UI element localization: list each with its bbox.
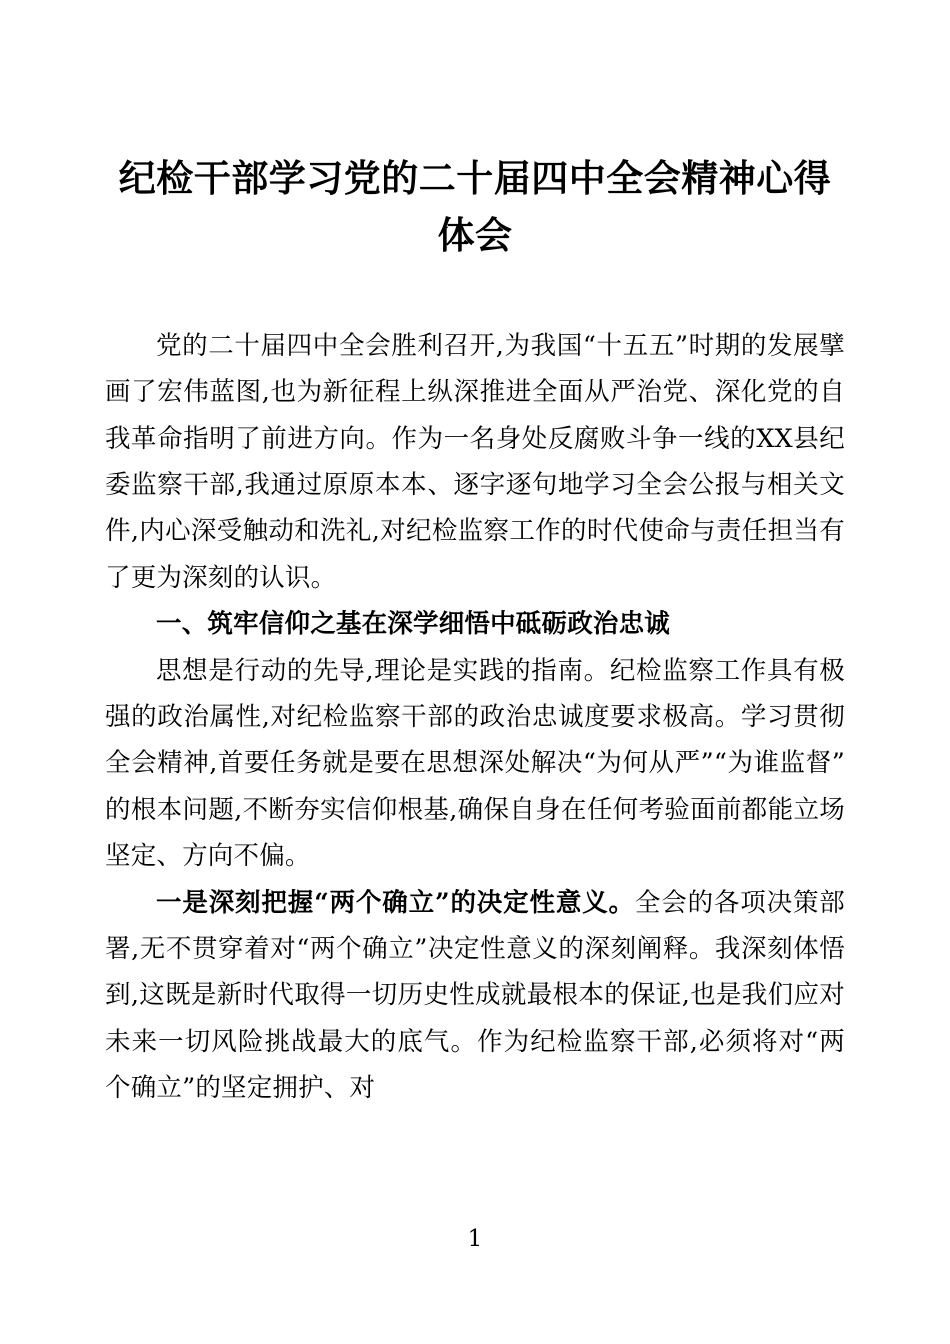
paragraph-point-one-lead: 一是深刻把握“两个确立”的决定性意义。 — [156, 887, 635, 918]
paragraph-point-one-text: 全会的各项决策部署,无不贯穿着对“两个确立”决定性意义的深刻阐释。我深刻体悟到,这既是新时代取得一切历史性成就最根本的保证,也是我们应对未来一切风险挑战最大的底气。作为纪检监察干部,必须将对“两个确立”的坚定拥护、对 — [105, 887, 846, 1104]
section-heading-1: 一、筑牢信仰之基在深学细悟中砥砺政治忠诚 — [156, 609, 671, 640]
paragraph-point-one — [105, 880, 845, 1112]
paragraph-opening: 党的二十届四中全会胜利召开,为我国“十五五”时期的发展擘画了宏伟蓝图,也为新征程上纵深推进全面从严治党、深化党的自我革命指明了前进方向。作为一名身处反腐败斗争一线的XX县纪委监察干部,我通过原原本本、逐字逐句地学习全会公报与相关文件,内心深受触动和洗礼,对纪检监察工作的时代使命与责任担当有了更为深刻的认识。 — [105, 330, 845, 593]
paragraph-section-1-intro: 思想是行动的先导,理论是实践的指南。纪检监察工作具有极强的政治属性,对纪检监察干部的政治忠诚度要求极高。学习贯彻全会精神,首要任务就是要在思想深处解决“为何从严”“为谁监督”的根本问题,不断夯实信仰根基,确保自身在任何考验面前都能立场坚定、方向不偏。 — [105, 655, 845, 872]
page-title: 纪检干部学习党的二十届四中全会精神心得体会 — [118, 156, 832, 258]
page-number: 1 — [467, 1226, 483, 1252]
